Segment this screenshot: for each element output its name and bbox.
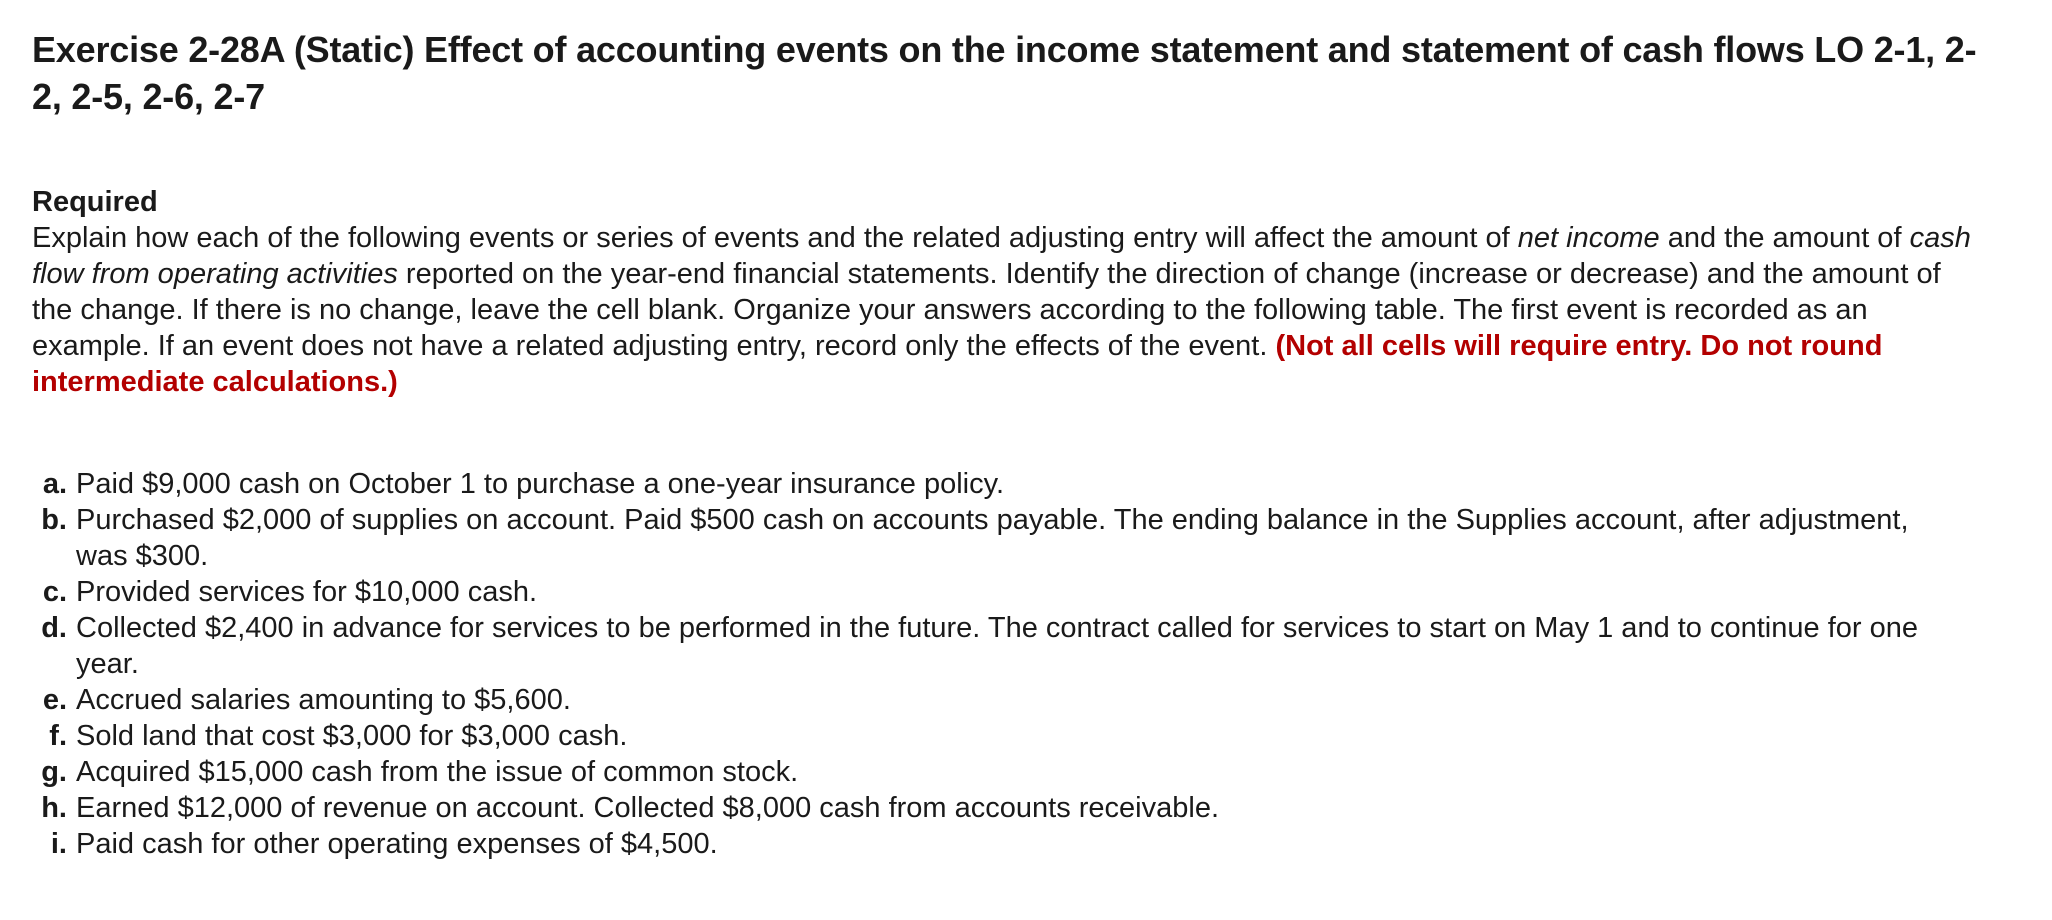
- event-letter: i.: [50, 828, 67, 860]
- events-list: [32, 466, 1992, 862]
- event-text: Accrued salaries amounting to $5,600.: [76, 684, 571, 716]
- event-letter: f.: [49, 720, 67, 752]
- event-item-f: [32, 718, 1992, 754]
- operating-cash-flow-term: cash flow from operating activities: [32, 222, 1971, 290]
- event-text: Collected $2,400 in advance for services to be performed in the future. The contract called for services to start on May 1 and to continue for one year.: [76, 612, 1918, 680]
- event-text: Paid $9,000 cash on October 1 to purchase a one-year insurance policy.: [76, 468, 1005, 500]
- net-income-term: net income: [1517, 222, 1660, 254]
- event-letter: g.: [41, 756, 67, 788]
- instructions-text-1: Explain how each of the following events or series of events and the related adjusting entry will affect the amount of: [32, 222, 1518, 254]
- event-text: Purchased $2,000 of supplies on account. Paid $500 cash on accounts payable. The ending balance in the Supplies account, after adjustment, was $300.: [76, 504, 1909, 572]
- instructions-paragraph: [32, 220, 1972, 400]
- event-text: Provided services for $10,000 cash.: [76, 576, 538, 608]
- instructions-text-2: and the amount of: [1659, 222, 1910, 254]
- required-heading: Required: [32, 186, 158, 218]
- event-letter: a.: [42, 468, 67, 500]
- event-item-c: [32, 574, 1992, 610]
- event-item-e: [32, 682, 1992, 718]
- event-text: Sold land that cost $3,000 for $3,000 cash.: [76, 720, 628, 752]
- event-letter: e.: [42, 684, 67, 716]
- required-section: [32, 184, 1992, 400]
- event-text: Earned $12,000 of revenue on account. Collected $8,000 cash from accounts receivable.: [76, 792, 1220, 824]
- event-text: Acquired $15,000 cash from the issue of common stock.: [76, 756, 799, 788]
- event-item-a: [32, 466, 1992, 502]
- event-letter: d.: [41, 612, 67, 644]
- event-item-d: [32, 610, 1992, 682]
- event-item-h: [32, 790, 1992, 826]
- event-item-i: [32, 826, 1992, 862]
- exercise-title: Exercise 2-28A (Static) Effect of accounting events on the income statement and statement of cash flows LO 2-1, 2-2, 2-5, 2-6, 2-7: [32, 29, 1977, 117]
- event-letter: b.: [41, 504, 67, 536]
- event-item-b: [32, 502, 1992, 574]
- event-letter: c.: [42, 576, 67, 608]
- event-item-g: [32, 754, 1992, 790]
- exercise-page: [32, 26, 1992, 862]
- instructions-text-3: reported on the year-end financial statements. Identify the direction of change (increase or decrease) and the amount of the change. If there is no change, leave the cell blank. Organize your answers according to the following table. The first event is recorded as an example. If an event does not have a related adjusting entry, record only the effects of the event.: [32, 258, 1941, 362]
- entry-note: (Not all cells will require entry. Do not round intermediate calculations.): [32, 330, 1883, 398]
- event-text: Paid cash for other operating expenses of $4,500.: [76, 828, 718, 860]
- event-letter: h.: [41, 792, 67, 824]
